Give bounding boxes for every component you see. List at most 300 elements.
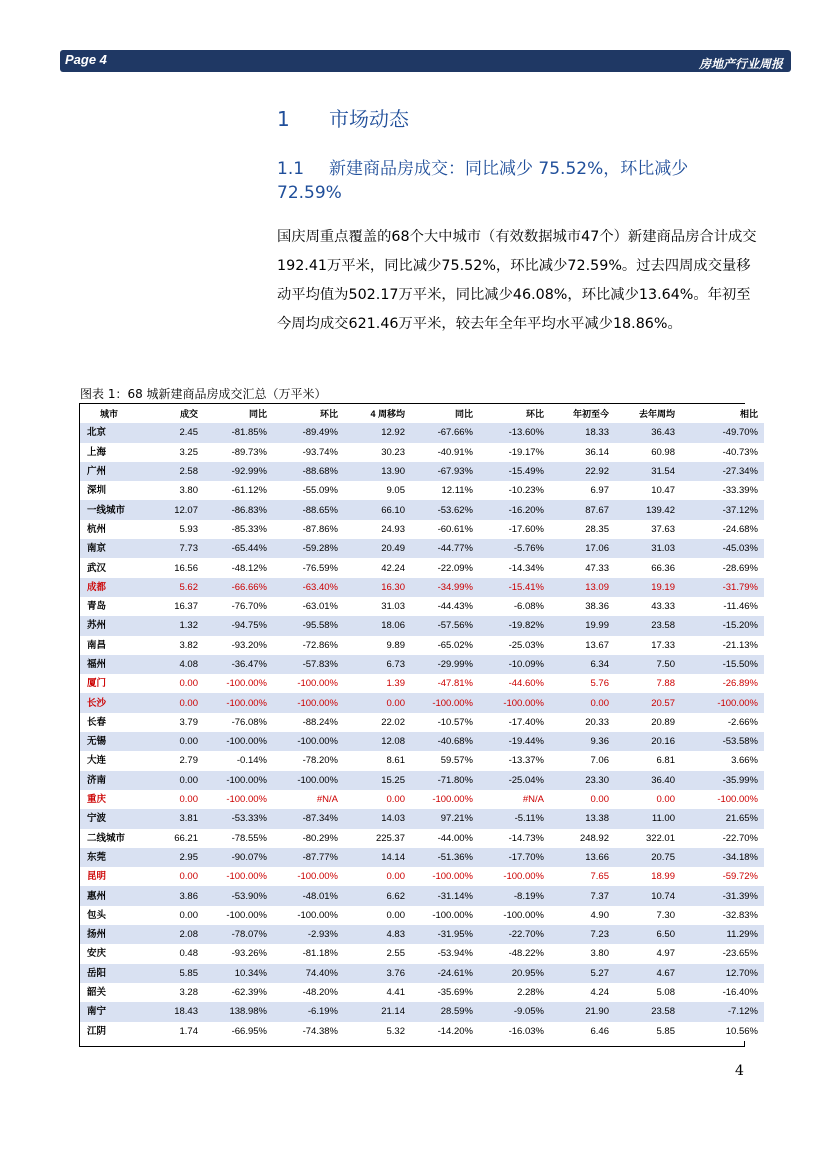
value-cell: 3.79 — [144, 713, 204, 732]
value-cell: -87.34% — [273, 809, 344, 828]
value-cell: -66.66% — [204, 578, 273, 597]
value-cell: 3.76 — [344, 964, 411, 983]
value-cell: 0.00 — [550, 693, 615, 712]
value-cell: -14.34% — [479, 558, 550, 577]
value-cell: 13.90 — [344, 462, 411, 481]
value-cell: 18.99 — [615, 867, 681, 886]
value-cell: -10.09% — [479, 655, 550, 674]
value-cell: 31.54 — [615, 462, 681, 481]
value-cell: 60.98 — [615, 443, 681, 462]
value-cell: -92.99% — [204, 462, 273, 481]
city-cell: 青岛 — [80, 597, 144, 616]
value-cell: -16.40% — [681, 983, 764, 1002]
city-cell: 宁波 — [80, 809, 144, 828]
value-cell: 9.05 — [344, 481, 411, 500]
value-cell: -93.20% — [204, 636, 273, 655]
value-cell: 28.35 — [550, 520, 615, 539]
value-cell: 4.83 — [344, 925, 411, 944]
value-cell: -17.40% — [479, 713, 550, 732]
value-cell: 20.89 — [615, 713, 681, 732]
header-page-label: Page 4 — [65, 52, 107, 67]
city-cell: 深圳 — [80, 481, 144, 500]
value-cell: 0.48 — [144, 944, 204, 963]
value-cell: -11.46% — [681, 597, 764, 616]
city-cell: 长春 — [80, 713, 144, 732]
table-row — [80, 558, 764, 577]
value-cell: 5.85 — [144, 964, 204, 983]
value-cell: 3.80 — [550, 944, 615, 963]
value-cell: -100.00% — [411, 906, 479, 925]
table-row — [80, 867, 764, 886]
value-cell: 23.58 — [615, 616, 681, 635]
value-cell: -53.62% — [411, 500, 479, 519]
value-cell: -29.99% — [411, 655, 479, 674]
value-cell: 23.30 — [550, 771, 615, 790]
value-cell: -100.00% — [204, 867, 273, 886]
city-cell: 扬州 — [80, 925, 144, 944]
value-cell: -48.01% — [273, 886, 344, 905]
value-cell: -66.95% — [204, 1022, 273, 1041]
value-cell: 0.00 — [144, 771, 204, 790]
value-cell: 14.14 — [344, 848, 411, 867]
value-cell: -100.00% — [273, 732, 344, 751]
value-cell: -32.83% — [681, 906, 764, 925]
value-cell: -100.00% — [204, 674, 273, 693]
table-body — [80, 423, 764, 1041]
value-cell: -100.00% — [681, 693, 764, 712]
value-cell: 225.37 — [344, 829, 411, 848]
value-cell: 12.70% — [681, 964, 764, 983]
value-cell: -100.00% — [273, 906, 344, 925]
value-cell: 20.57 — [615, 693, 681, 712]
value-cell: 10.56% — [681, 1022, 764, 1041]
value-cell: 139.42 — [615, 500, 681, 519]
table-row — [80, 964, 764, 983]
value-cell: -44.77% — [411, 539, 479, 558]
value-cell: 87.67 — [550, 500, 615, 519]
value-cell: -100.00% — [411, 790, 479, 809]
value-cell: -19.44% — [479, 732, 550, 751]
value-cell: -23.65% — [681, 944, 764, 963]
value-cell: -100.00% — [204, 732, 273, 751]
value-cell: 13.66 — [550, 848, 615, 867]
column-header: 相比 — [681, 404, 764, 423]
value-cell: 2.28% — [479, 983, 550, 1002]
value-cell: 59.57% — [411, 751, 479, 770]
value-cell: -89.73% — [204, 443, 273, 462]
value-cell: -55.09% — [273, 481, 344, 500]
value-cell: 4.41 — [344, 983, 411, 1002]
table-row — [80, 1022, 764, 1041]
value-cell: -48.12% — [204, 558, 273, 577]
table-row — [80, 925, 764, 944]
value-cell: -94.75% — [204, 616, 273, 635]
value-cell: -57.56% — [411, 616, 479, 635]
value-cell: 9.89 — [344, 636, 411, 655]
city-cell: 韶关 — [80, 983, 144, 1002]
value-cell: -31.95% — [411, 925, 479, 944]
value-cell: -49.70% — [681, 423, 764, 442]
value-cell: -25.04% — [479, 771, 550, 790]
value-cell: 4.67 — [615, 964, 681, 983]
body-paragraph: 国庆周重点覆盖的68个大中城市（有效数据城市47个）新建商品房合计成交192.41万平米，同比减少75.52%，环比减少72.59%。过去四周成交量移动平均值为502.17万平米，同比减少46.08%，环比减少13.64%。年初至今周均成交621.46万平米，较去年全年平均水平减少18.86%。 — [277, 229, 757, 332]
value-cell: -10.23% — [479, 481, 550, 500]
value-cell: -87.77% — [273, 848, 344, 867]
value-cell: -63.01% — [273, 597, 344, 616]
value-cell: -27.34% — [681, 462, 764, 481]
value-cell: 42.24 — [344, 558, 411, 577]
value-cell: -78.07% — [204, 925, 273, 944]
value-cell: 6.46 — [550, 1022, 615, 1041]
value-cell: -5.76% — [479, 539, 550, 558]
value-cell: 66.10 — [344, 500, 411, 519]
value-cell: -81.18% — [273, 944, 344, 963]
table-row — [80, 713, 764, 732]
city-cell: 广州 — [80, 462, 144, 481]
section-heading — [277, 103, 409, 132]
value-cell: 138.98% — [204, 1002, 273, 1021]
value-cell: -100.00% — [273, 867, 344, 886]
value-cell: -57.83% — [273, 655, 344, 674]
value-cell: -100.00% — [411, 867, 479, 886]
value-cell: 36.40 — [615, 771, 681, 790]
value-cell: 0.00 — [144, 790, 204, 809]
value-cell: 0.00 — [144, 674, 204, 693]
value-cell: 2.58 — [144, 462, 204, 481]
value-cell: 5.93 — [144, 520, 204, 539]
value-cell: -22.09% — [411, 558, 479, 577]
value-cell: -21.13% — [681, 636, 764, 655]
value-cell: 9.36 — [550, 732, 615, 751]
value-cell: -33.39% — [681, 481, 764, 500]
value-cell: 20.95% — [479, 964, 550, 983]
value-cell: 5.32 — [344, 1022, 411, 1041]
value-cell: -15.20% — [681, 616, 764, 635]
value-cell: -74.38% — [273, 1022, 344, 1041]
table-row — [80, 829, 764, 848]
table-row — [80, 983, 764, 1002]
value-cell: -14.20% — [411, 1022, 479, 1041]
value-cell: -31.14% — [411, 886, 479, 905]
value-cell: 12.07 — [144, 500, 204, 519]
value-cell: 3.66% — [681, 751, 764, 770]
value-cell: 15.25 — [344, 771, 411, 790]
value-cell: -24.68% — [681, 520, 764, 539]
table-row — [80, 443, 764, 462]
value-cell: -85.33% — [204, 520, 273, 539]
city-cell: 成都 — [80, 578, 144, 597]
value-cell: -0.14% — [204, 751, 273, 770]
column-header: 去年周均 — [615, 404, 681, 423]
value-cell: -65.44% — [204, 539, 273, 558]
value-cell: -100.00% — [204, 906, 273, 925]
value-cell: 20.75 — [615, 848, 681, 867]
value-cell: -61.12% — [204, 481, 273, 500]
table-caption: 图表 1：68 城新建商品房成交汇总（万平米） — [80, 387, 327, 401]
value-cell: 13.09 — [550, 578, 615, 597]
column-header: 环比 — [479, 404, 550, 423]
value-cell: 0.00 — [144, 906, 204, 925]
value-cell: 22.92 — [550, 462, 615, 481]
value-cell: -89.49% — [273, 423, 344, 442]
value-cell: -9.05% — [479, 1002, 550, 1021]
column-header: 同比 — [204, 404, 273, 423]
column-header: 同比 — [411, 404, 479, 423]
value-cell: -53.90% — [204, 886, 273, 905]
table-header-row — [80, 404, 764, 423]
value-cell: 30.23 — [344, 443, 411, 462]
value-cell: 322.01 — [615, 829, 681, 848]
table-row — [80, 693, 764, 712]
value-cell: 6.81 — [615, 751, 681, 770]
value-cell: 18.33 — [550, 423, 615, 442]
value-cell: 0.00 — [615, 790, 681, 809]
value-cell: 4.08 — [144, 655, 204, 674]
value-cell: -44.43% — [411, 597, 479, 616]
city-cell: 福州 — [80, 655, 144, 674]
value-cell: -45.03% — [681, 539, 764, 558]
value-cell: 12.08 — [344, 732, 411, 751]
city-cell: 东莞 — [80, 848, 144, 867]
value-cell: 5.08 — [615, 983, 681, 1002]
city-cell: 岳阳 — [80, 964, 144, 983]
value-cell: -78.20% — [273, 751, 344, 770]
value-cell: 16.30 — [344, 578, 411, 597]
subsection-heading — [277, 157, 747, 205]
value-cell: 20.16 — [615, 732, 681, 751]
value-cell: -78.55% — [204, 829, 273, 848]
value-cell: 7.37 — [550, 886, 615, 905]
value-cell: -44.60% — [479, 674, 550, 693]
value-cell: -100.00% — [479, 867, 550, 886]
value-cell: -62.39% — [204, 983, 273, 1002]
value-cell: 7.73 — [144, 539, 204, 558]
value-cell: 20.33 — [550, 713, 615, 732]
value-cell: -35.99% — [681, 771, 764, 790]
value-cell: -100.00% — [273, 674, 344, 693]
header-report-title: 房地产行业周报 — [698, 57, 783, 71]
value-cell: -76.59% — [273, 558, 344, 577]
page-number: 4 — [735, 1063, 744, 1079]
value-cell: 7.23 — [550, 925, 615, 944]
value-cell: -65.02% — [411, 636, 479, 655]
value-cell: 16.37 — [144, 597, 204, 616]
value-cell: -15.49% — [479, 462, 550, 481]
table-row — [80, 944, 764, 963]
value-cell: -100.00% — [204, 771, 273, 790]
value-cell: -87.86% — [273, 520, 344, 539]
value-cell: -88.65% — [273, 500, 344, 519]
value-cell: 1.32 — [144, 616, 204, 635]
value-cell: -16.03% — [479, 1022, 550, 1041]
column-header: 环比 — [273, 404, 344, 423]
value-cell: -80.29% — [273, 829, 344, 848]
value-cell: 4.24 — [550, 983, 615, 1002]
city-cell: 济南 — [80, 771, 144, 790]
value-cell: -22.70% — [681, 829, 764, 848]
value-cell: 5.62 — [144, 578, 204, 597]
value-cell: 0.00 — [144, 732, 204, 751]
value-cell: 17.33 — [615, 636, 681, 655]
value-cell: 18.06 — [344, 616, 411, 635]
value-cell: -40.73% — [681, 443, 764, 462]
value-cell: 13.38 — [550, 809, 615, 828]
value-cell: 0.00 — [144, 867, 204, 886]
table-row — [80, 809, 764, 828]
value-cell: 37.63 — [615, 520, 681, 539]
value-cell: 3.80 — [144, 481, 204, 500]
city-cell: 南昌 — [80, 636, 144, 655]
value-cell: 0.00 — [550, 790, 615, 809]
value-cell: -95.58% — [273, 616, 344, 635]
section-number: 1 — [277, 107, 290, 131]
value-cell: 3.28 — [144, 983, 204, 1002]
city-cell: 江阴 — [80, 1022, 144, 1041]
value-cell: 6.97 — [550, 481, 615, 500]
value-cell: 1.74 — [144, 1022, 204, 1041]
value-cell: -93.26% — [204, 944, 273, 963]
value-cell: -26.89% — [681, 674, 764, 693]
column-header: 成交 — [144, 404, 204, 423]
value-cell: -17.70% — [479, 848, 550, 867]
value-cell: 2.95 — [144, 848, 204, 867]
city-cell: 惠州 — [80, 886, 144, 905]
value-cell: 31.03 — [344, 597, 411, 616]
table-row — [80, 616, 764, 635]
value-cell: 5.85 — [615, 1022, 681, 1041]
value-cell: 6.50 — [615, 925, 681, 944]
value-cell: 0.00 — [344, 906, 411, 925]
city-cell: 上海 — [80, 443, 144, 462]
value-cell: 17.06 — [550, 539, 615, 558]
value-cell: #N/A — [479, 790, 550, 809]
value-cell: 31.03 — [615, 539, 681, 558]
value-cell: -93.74% — [273, 443, 344, 462]
table-row — [80, 848, 764, 867]
value-cell: -76.08% — [204, 713, 273, 732]
city-cell: 南宁 — [80, 1002, 144, 1021]
value-cell: 248.92 — [550, 829, 615, 848]
city-cell: 重庆 — [80, 790, 144, 809]
header-bar — [60, 50, 791, 72]
value-cell: -67.93% — [411, 462, 479, 481]
city-cell: 安庆 — [80, 944, 144, 963]
city-cell: 二线城市 — [80, 829, 144, 848]
value-cell: -37.12% — [681, 500, 764, 519]
value-cell: -8.19% — [479, 886, 550, 905]
column-header: 城市 — [80, 404, 144, 423]
value-cell: -34.99% — [411, 578, 479, 597]
value-cell: 20.49 — [344, 539, 411, 558]
value-cell: #N/A — [273, 790, 344, 809]
value-cell: 4.97 — [615, 944, 681, 963]
city-cell: 包头 — [80, 906, 144, 925]
value-cell: 21.14 — [344, 1002, 411, 1021]
value-cell: 10.34% — [204, 964, 273, 983]
value-cell: -48.22% — [479, 944, 550, 963]
value-cell: -53.94% — [411, 944, 479, 963]
value-cell: -31.79% — [681, 578, 764, 597]
value-cell: -100.00% — [204, 693, 273, 712]
value-cell: -100.00% — [479, 906, 550, 925]
value-cell: 28.59% — [411, 1002, 479, 1021]
value-cell: -90.07% — [204, 848, 273, 867]
value-cell: -25.03% — [479, 636, 550, 655]
value-cell: -14.73% — [479, 829, 550, 848]
value-cell: -10.57% — [411, 713, 479, 732]
value-cell: 2.08 — [144, 925, 204, 944]
city-cell: 厦门 — [80, 674, 144, 693]
table-row — [80, 597, 764, 616]
table-row — [80, 539, 764, 558]
value-cell: 13.67 — [550, 636, 615, 655]
value-cell: 6.73 — [344, 655, 411, 674]
table-row — [80, 771, 764, 790]
value-cell: -59.72% — [681, 867, 764, 886]
value-cell: 1.39 — [344, 674, 411, 693]
value-cell: -81.85% — [204, 423, 273, 442]
city-cell: 南京 — [80, 539, 144, 558]
table-row — [80, 790, 764, 809]
value-cell: 5.27 — [550, 964, 615, 983]
value-cell: 22.02 — [344, 713, 411, 732]
value-cell: 2.55 — [344, 944, 411, 963]
value-cell: -59.28% — [273, 539, 344, 558]
value-cell: -48.20% — [273, 983, 344, 1002]
table-row — [80, 1002, 764, 1021]
value-cell: -2.93% — [273, 925, 344, 944]
value-cell: 0.00 — [344, 790, 411, 809]
value-cell: 2.79 — [144, 751, 204, 770]
value-cell: 6.34 — [550, 655, 615, 674]
value-cell: 7.06 — [550, 751, 615, 770]
value-cell: -53.33% — [204, 809, 273, 828]
value-cell: 7.65 — [550, 867, 615, 886]
value-cell: 0.00 — [344, 693, 411, 712]
value-cell: -6.08% — [479, 597, 550, 616]
value-cell: -100.00% — [204, 790, 273, 809]
value-cell: -44.00% — [411, 829, 479, 848]
value-cell: 16.56 — [144, 558, 204, 577]
value-cell: -13.60% — [479, 423, 550, 442]
table-row — [80, 423, 764, 442]
data-table — [80, 404, 764, 1041]
city-cell: 长沙 — [80, 693, 144, 712]
value-cell: -63.40% — [273, 578, 344, 597]
table-row — [80, 655, 764, 674]
value-cell: 0.00 — [344, 867, 411, 886]
subsection-number: 1.1 — [277, 159, 305, 179]
city-cell: 大连 — [80, 751, 144, 770]
value-cell: 7.88 — [615, 674, 681, 693]
value-cell: -100.00% — [411, 693, 479, 712]
table-row — [80, 886, 764, 905]
table-row — [80, 636, 764, 655]
value-cell: 21.65% — [681, 809, 764, 828]
value-cell: 19.99 — [550, 616, 615, 635]
value-cell: -15.41% — [479, 578, 550, 597]
value-cell: -40.68% — [411, 732, 479, 751]
value-cell: 5.76 — [550, 674, 615, 693]
value-cell: -88.68% — [273, 462, 344, 481]
city-cell: 苏州 — [80, 616, 144, 635]
value-cell: 12.92 — [344, 423, 411, 442]
value-cell: -86.83% — [204, 500, 273, 519]
value-cell: 8.61 — [344, 751, 411, 770]
value-cell: 3.86 — [144, 886, 204, 905]
value-cell: -24.61% — [411, 964, 479, 983]
value-cell: 36.14 — [550, 443, 615, 462]
